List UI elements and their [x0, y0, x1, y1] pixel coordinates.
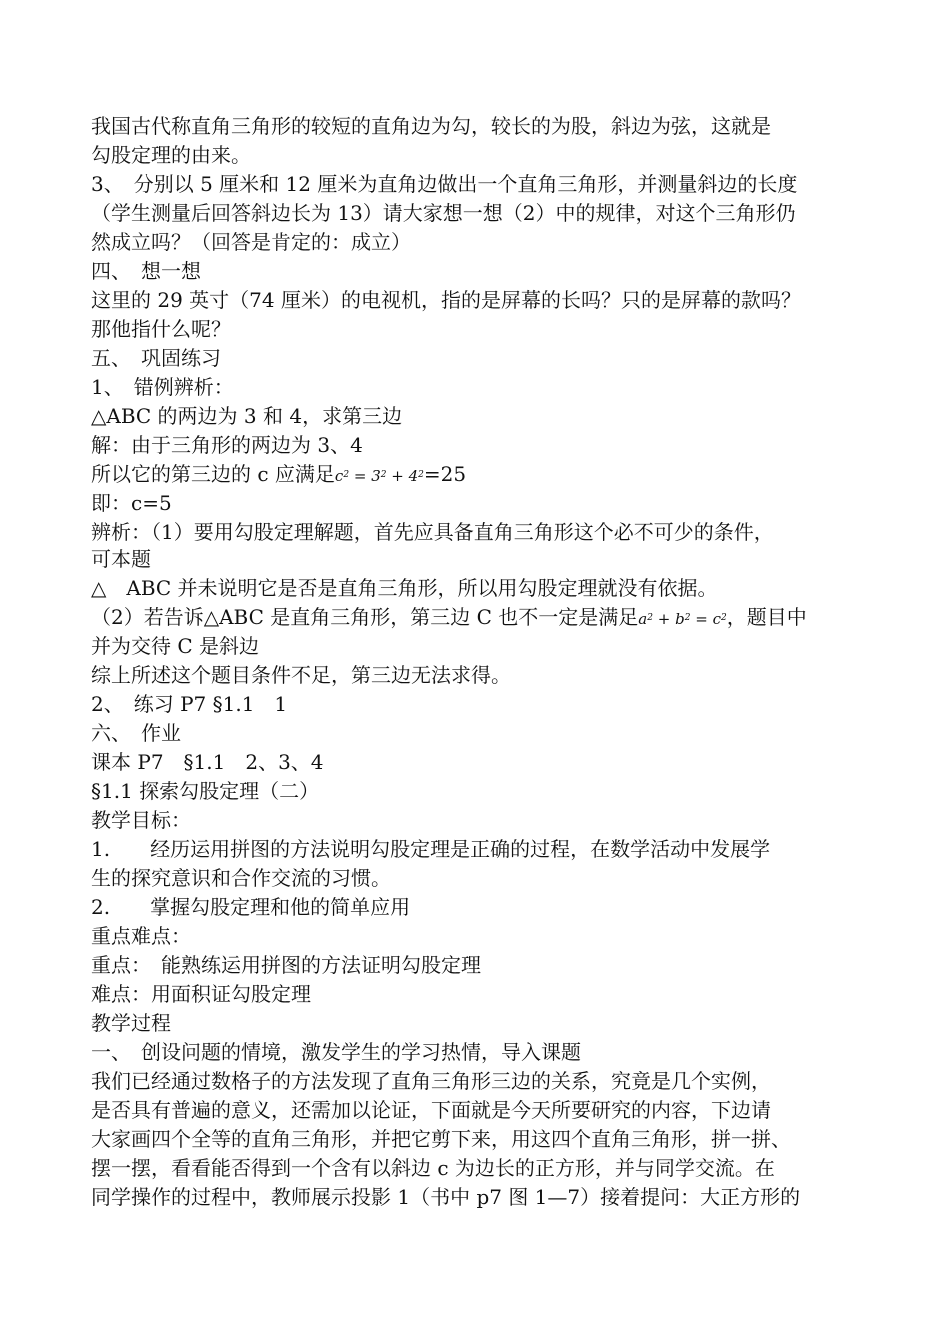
text-line: 然成立吗？（回答是肯定的：成立）: [91, 230, 411, 254]
text-line: 我国古代称直角三角形的较短的直角边为勾，较长的为股，斜边为弦，这就是: [91, 114, 771, 138]
text-line: 1. 经历运用拼图的方法说明勾股定理是正确的过程，在数学活动中发展学: [91, 837, 771, 861]
text-line: 我们已经通过数格子的方法发现了直角三角形三边的关系，究竟是几个实例，: [91, 1069, 771, 1093]
section-heading: 一、 创设问题的情境，激发学生的学习热情，导入课题: [91, 1040, 581, 1064]
section-heading: 六、 作业: [91, 721, 181, 745]
text-line: 2、 练习 P7 §1.1 1: [91, 692, 288, 716]
text-line: 可本题: [91, 547, 151, 571]
text-line: 是否具有普遍的意义，还需加以论证，下面就是今天所要研究的内容，下边请: [91, 1098, 771, 1122]
text-line: 重点难点：: [91, 924, 191, 948]
text-fragment: （2）若告诉△ABC 是直角三角形，第三边 C 也不一定是满足: [91, 605, 639, 629]
text-line: 2. 掌握勾股定理和他的简单应用: [91, 895, 411, 919]
text-line: 难点：用面积证勾股定理: [91, 982, 311, 1006]
text-line-with-formula: [91, 603, 807, 631]
text-line: 综上所述这个题目条件不足，第三边无法求得。: [91, 663, 511, 687]
formula-c2-eq: $c^2 = 3^2 + 4^2$: [334, 467, 424, 485]
text-line: （学生测量后回答斜边长为 13）请大家想一想（2）中的规律，对这个三角形仍: [91, 201, 796, 225]
text-line: 即：c=5: [91, 491, 172, 515]
text-line: 教学目标：: [91, 808, 191, 832]
text-line: 重点： 能熟练运用拼图的方法证明勾股定理: [91, 953, 481, 977]
text-fragment: ，题目中: [726, 605, 807, 629]
text-line: 教学过程: [91, 1011, 171, 1035]
text-line: △ABC 的两边为 3 和 4，求第三边: [91, 404, 403, 428]
text-line: 大家画四个全等的直角三角形，并把它剪下来，用这四个直角三角形，拼一拼、: [91, 1127, 791, 1151]
text-line: △ ABC 并未说明它是否是直角三角形，所以用勾股定理就没有依据。: [91, 576, 718, 600]
text-fragment: 所以它的第三边的 c 应满足: [91, 462, 335, 486]
text-line: 那他指什么呢？: [91, 317, 231, 341]
text-line: 勾股定理的由来。: [91, 143, 251, 167]
text-line-with-formula: [91, 460, 466, 488]
text-line: 3、 分别以 5 厘米和 12 厘米为直角边做出一个直角三角形，并测量斜边的长度: [91, 172, 798, 196]
text-line: 摆一摆，看看能否得到一个含有以斜边 c 为边长的正方形，并与同学交流。在: [91, 1156, 775, 1180]
formula-a2-b2: $a^2 + b^2 = c^2$: [638, 610, 727, 628]
section-heading: 五、 巩固练习: [91, 346, 221, 370]
text-line: 这里的 29 英寸（74 厘米）的电视机，指的是屏幕的长吗？只的是屏幕的款吗？: [91, 288, 801, 312]
section-heading: 四、 想一想: [91, 259, 201, 283]
text-line: 并为交待 C 是斜边: [91, 634, 260, 658]
text-fragment: =25: [423, 462, 467, 486]
text-line: 生的探究意识和合作交流的习惯。: [91, 866, 391, 890]
text-line: 1、 错例辨析：: [91, 375, 234, 399]
text-line: 课本 P7 §1.1 2、3、4: [91, 750, 324, 774]
text-line: 同学操作的过程中，教师展示投影 1（书中 p7 图 1—7）接着提问：大正方形的: [91, 1185, 801, 1209]
text-line: 辨析：（1）要用勾股定理解题，首先应具备直角三角形这个必不可少的条件，: [91, 520, 774, 544]
section-title: §1.1 探索勾股定理（二）: [91, 779, 320, 803]
text-line: 解：由于三角形的两边为 3、4: [91, 433, 363, 457]
